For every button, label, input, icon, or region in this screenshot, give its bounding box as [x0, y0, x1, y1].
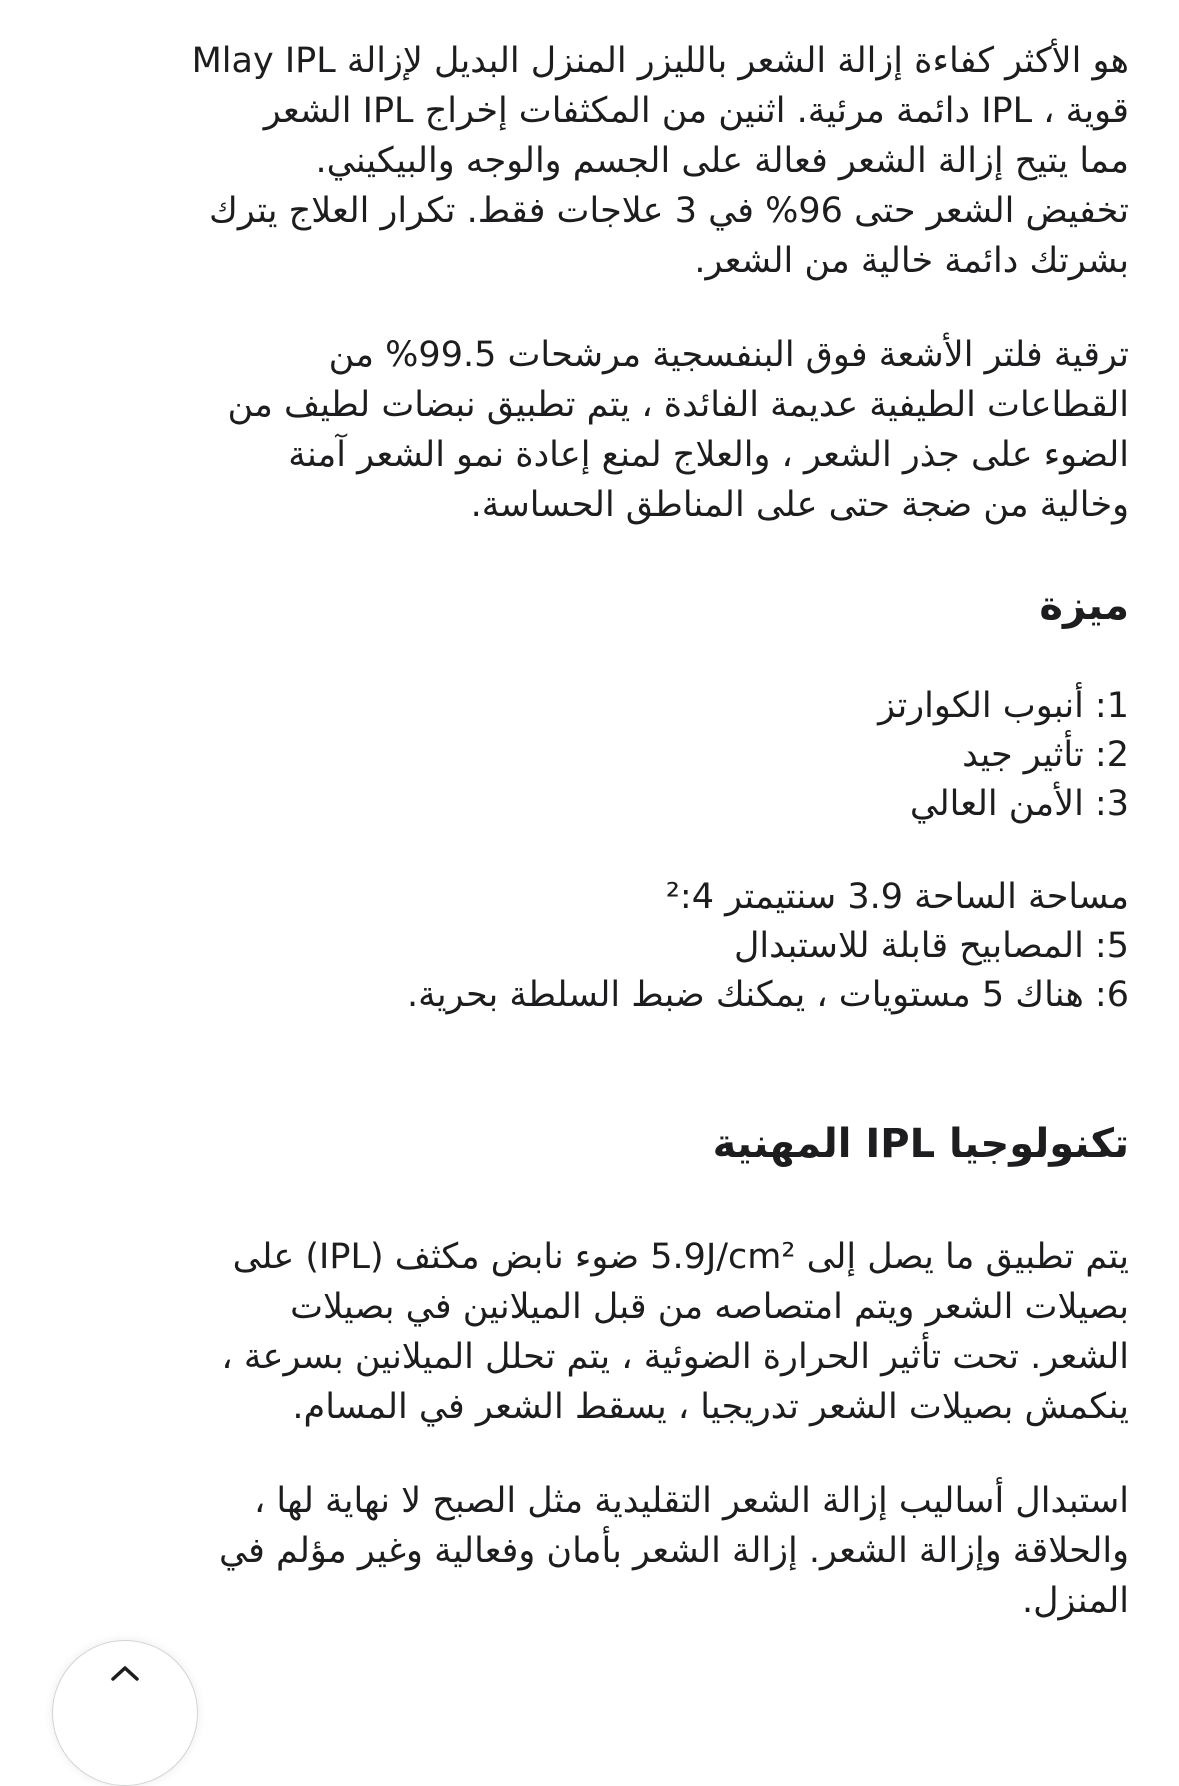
intro-paragraph [60, 36, 1129, 286]
intro-line: مما يتيح إزالة الشعر فعالة على الجسم والوجه والبيكيني. [315, 141, 1129, 181]
technology-line: والحلاقة وإزالة الشعر. إزالة الشعر بأمان وفعالية وغير مؤلم في [218, 1531, 1129, 1571]
technology-line: الشعر. تحت تأثير الحرارة الضوئية ، يتم تحلل الميلانين بسرعة ، [221, 1337, 1129, 1377]
technology-line: بصيلات الشعر ويتم امتصاصه من قبل الميلانين في بصيلات [290, 1287, 1129, 1327]
feature-item: 6: هناك 5 مستويات ، يمكنك ضبط السلطة بحرية. [407, 975, 1129, 1015]
product-description [60, 36, 1129, 1626]
chevron-up-icon [109, 1663, 141, 1683]
technology-line: المنزل. [1021, 1581, 1129, 1621]
uv-filter-line: الضوء على جذر الشعر ، والعلاج لمنع إعادة نمو الشعر آمنة [288, 435, 1129, 475]
features-heading: ميزة [1039, 583, 1129, 629]
uv-filter-line: القطاعات الطيفية عديمة الفائدة ، يتم تطبيق نبضات لطيف من [227, 385, 1129, 425]
uv-filter-line: ترقية فلتر الأشعة فوق البنفسجية مرشحات 99.5% من [328, 335, 1129, 375]
feature-item: 1: أنبوب الكوارتز [878, 686, 1129, 726]
technology-line: ينكمش بصيلات الشعر تدريجيا ، يسقط الشعر في المسام. [292, 1387, 1129, 1427]
features-list-1 [60, 682, 1129, 829]
technology-line: يتم تطبيق ما يصل إلى 5.9J/cm² ضوء نابض مكثف (IPL) على [232, 1237, 1129, 1277]
feature-item: مساحة الساحة 3.9 سنتيمتر ²:4 [665, 877, 1129, 917]
technology-heading: تكنولوجيا IPL المهنية [712, 1121, 1129, 1167]
feature-item: 3: الأمن العالي [909, 784, 1129, 824]
feature-item: 2: تأثير جيد [962, 735, 1129, 775]
technology-paragraph-2 [60, 1476, 1129, 1626]
technology-line: استبدال أساليب إزالة الشعر التقليدية مثل الصبح لا نهاية لها ، [254, 1481, 1129, 1521]
intro-line: تخفيض الشعر حتى 96% في 3 علاجات فقط. تكرار العلاج يترك [209, 191, 1129, 231]
intro-line: هو الأكثر كفاءة إزالة الشعر بالليزر المنزل البديل لإزالة Mlay IPL [191, 41, 1129, 81]
uv-filter-paragraph [60, 330, 1129, 530]
scroll-top-button[interactable] [52, 1640, 198, 1786]
intro-line: بشرتك دائمة خالية من الشعر. [694, 241, 1129, 281]
features-list-2 [60, 873, 1129, 1020]
uv-filter-line: وخالية من ضجة حتى على المناطق الحساسة. [470, 485, 1129, 525]
technology-paragraph-1 [60, 1232, 1129, 1432]
intro-line: قوية ، IPL دائمة مرئية. اثنين من المكثفات إخراج IPL الشعر [263, 91, 1129, 131]
feature-item: 5: المصابيح قابلة للاستبدال [734, 926, 1129, 966]
